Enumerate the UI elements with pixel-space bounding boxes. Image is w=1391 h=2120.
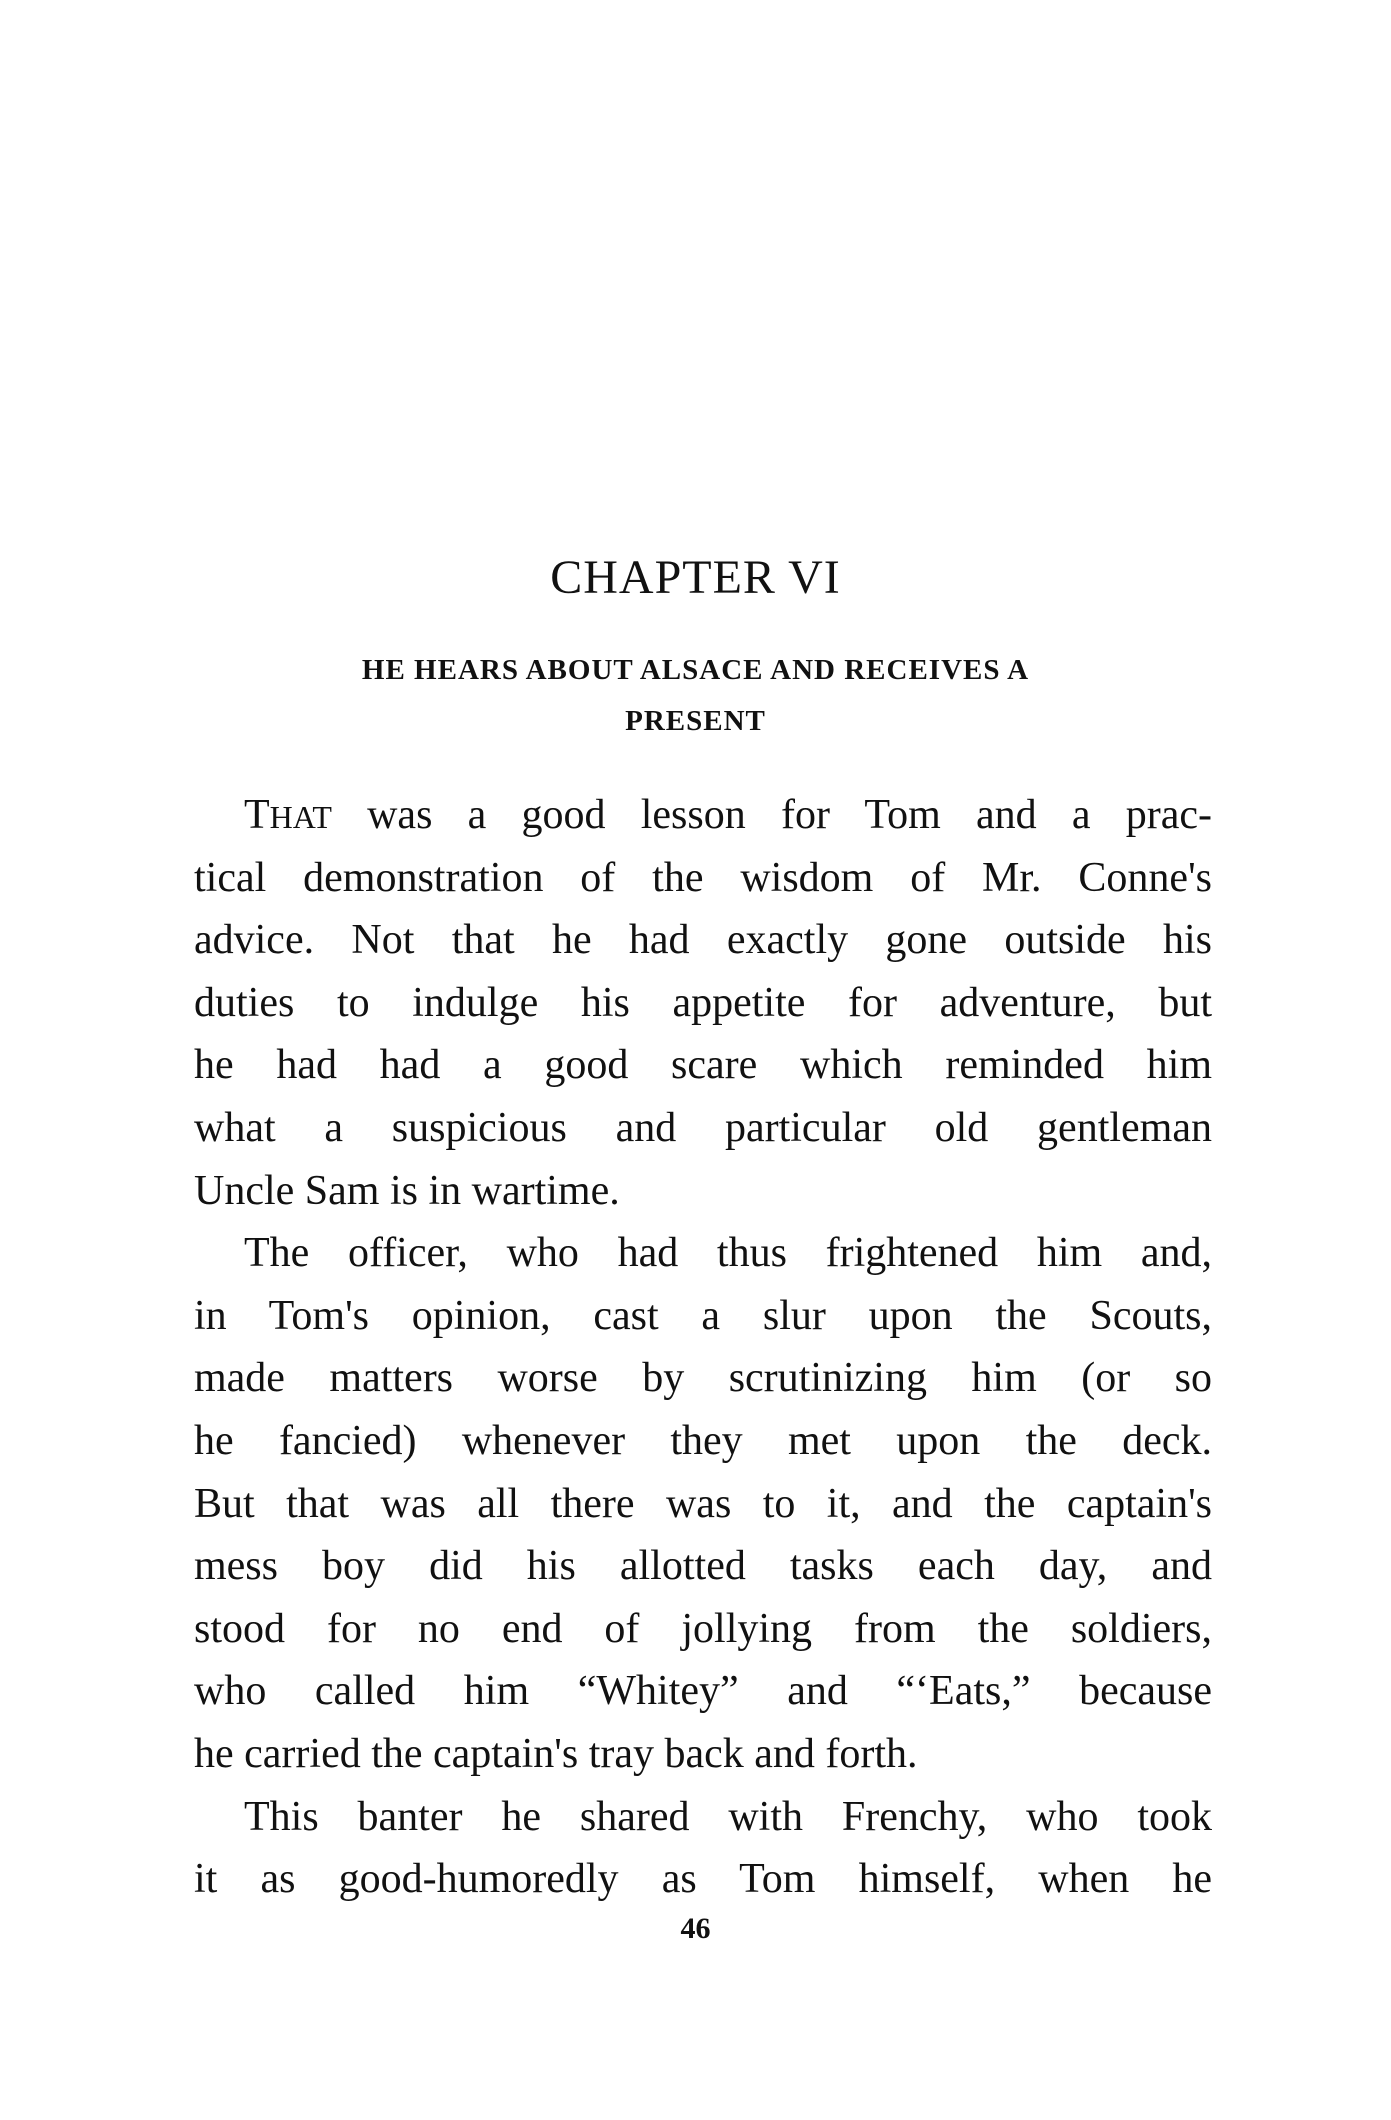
chapter-title: CHAPTER VI xyxy=(550,551,841,604)
text-line: The officer, who had thus frightened him and, xyxy=(244,1230,1212,1277)
line-text: was a good lesson for Tom and a prac- xyxy=(331,792,1212,838)
text-line: But that was all there was to it, and the captain's xyxy=(194,1480,1212,1527)
text-line: mess boy did his allotted tasks each day, and xyxy=(194,1543,1212,1590)
text-line: who called him “Whitey” and “‘Eats,” because xyxy=(194,1668,1212,1715)
text-line: he had had a good scare which reminded him xyxy=(194,1042,1212,1089)
text-line: in Tom's opinion, cast a slur upon the Scouts, xyxy=(194,1292,1212,1339)
text-line: tical demonstration of the wisdom of Mr. Conne's xyxy=(194,854,1212,901)
text-line: it as good-humoredly as Tom himself, when he xyxy=(194,1856,1212,1903)
text-line: he carried the captain's tray back and forth. xyxy=(194,1730,918,1777)
text-line: stood for no end of jollying from the soldiers, xyxy=(194,1605,1212,1652)
chapter-subtitle-line-1: HE HEARS ABOUT ALSACE AND RECEIVES A xyxy=(361,654,1030,686)
chapter-subtitle-line-2: PRESENT xyxy=(625,705,766,737)
text-line: duties to indulge his appetite for adventure, but xyxy=(194,979,1212,1026)
text-line: This banter he shared with Frenchy, who took xyxy=(244,1793,1212,1840)
text-line: he fancied) whenever they met upon the deck. xyxy=(194,1417,1212,1464)
lead-word: THAT xyxy=(244,792,332,838)
text-line: Uncle Sam is in wartime. xyxy=(194,1167,620,1214)
text-line: made matters worse by scrutinizing him (or so xyxy=(194,1355,1212,1402)
text-line xyxy=(194,784,1212,847)
body-text xyxy=(194,784,1212,1911)
page-number: 46 xyxy=(680,1912,711,1945)
text-line: advice. Not that he had exactly gone outside his xyxy=(194,917,1212,964)
text-line: what a suspicious and particular old gentleman xyxy=(194,1104,1212,1151)
